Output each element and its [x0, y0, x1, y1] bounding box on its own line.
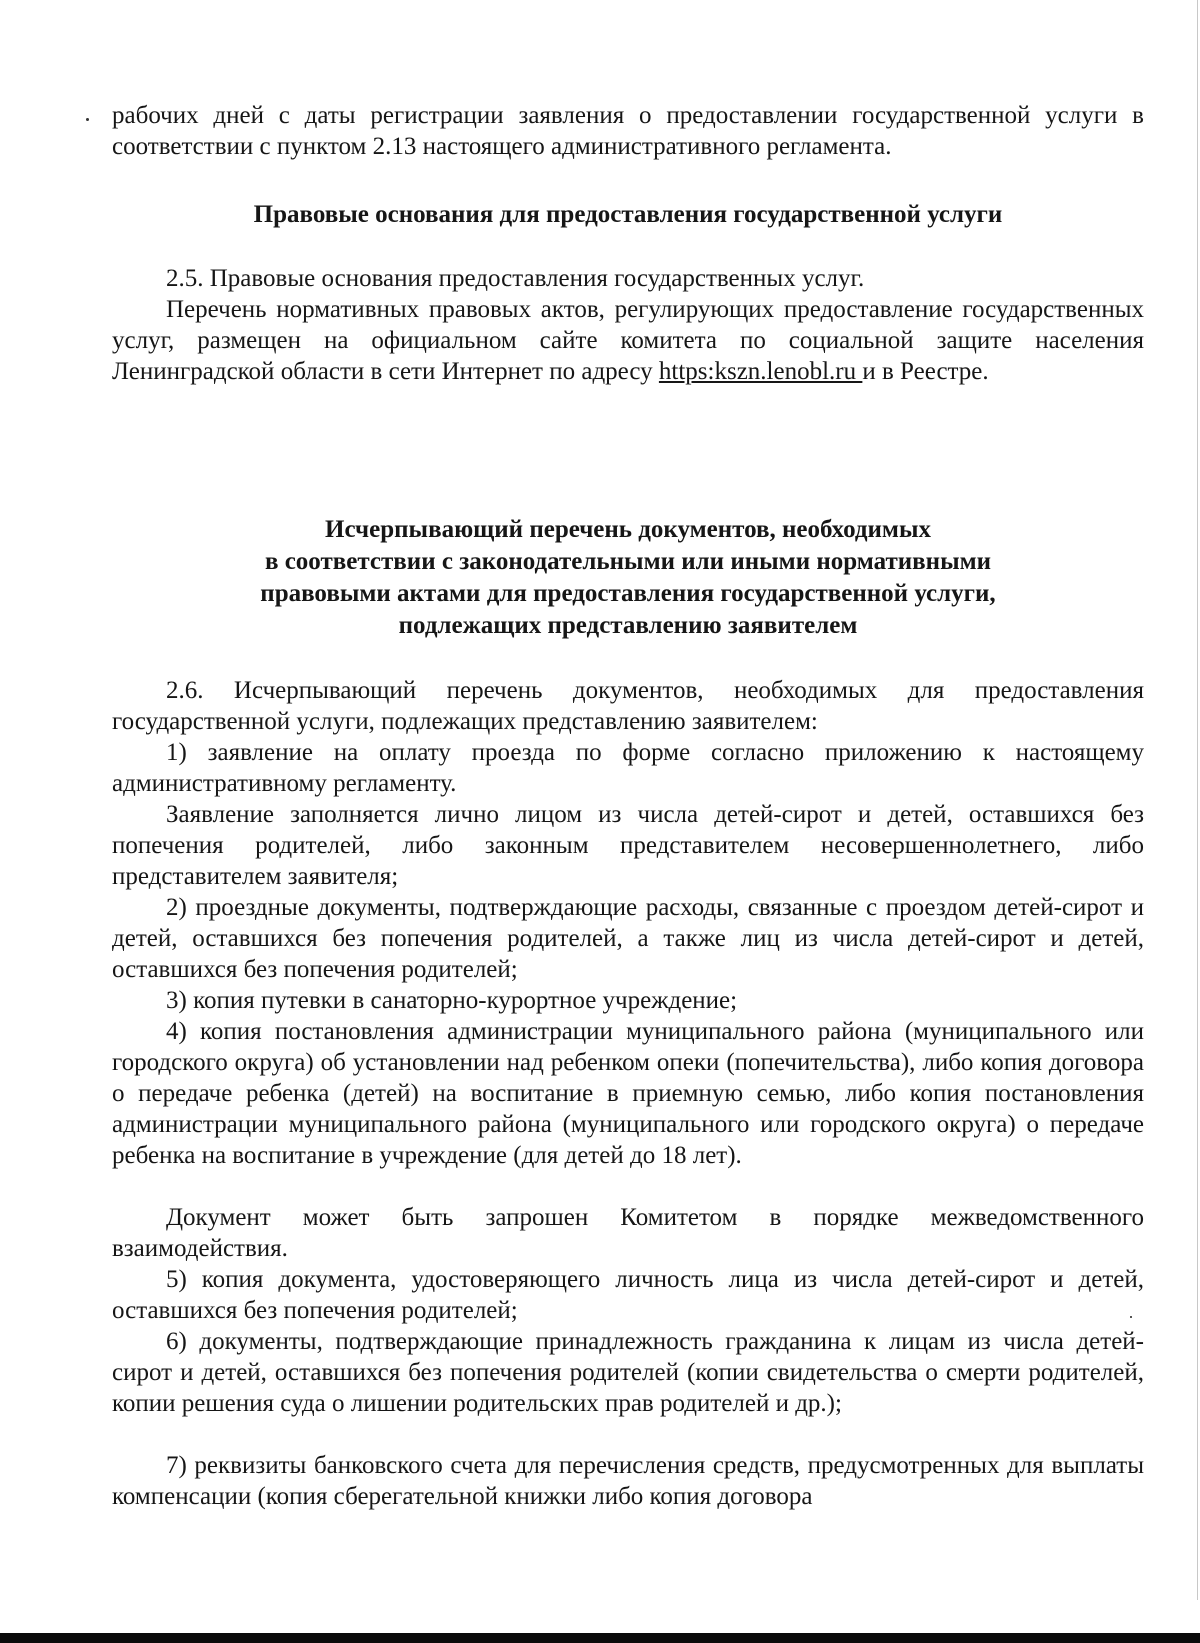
- legal-acts-text: Перечень нормативных правовых актов, регулирующих предоставление государственных услуг, размещен на официальном сайте комитета по социальной защите населения Ленинградской области в сети Интернет по адресу: [112, 296, 1144, 385]
- list-item-4: 4) копия постановления администрации муниципального района (муниципального или городского округа) об установлении над ребенком опеки (попечительства), либо копия договора о передаче ребенка (детей) на воспитание в приемную семью, либо копия постановления администрации муниципального района (муниципального или городского округа) о передаче ребенка на воспитание в учреждение (для детей до 18 лет).: [112, 1018, 1144, 1169]
- scan-page-edge: [1197, 0, 1198, 1600]
- heading-line-3: правовыми актами для предоставления государственной услуги,: [260, 580, 996, 607]
- paragraph-continuation: рабочих дней с даты регистрации заявления о предоставлении государственной услуги в соответствии с пунктом 2.13 настоящего административного регламента.: [112, 102, 1144, 160]
- scan-bottom-border: [0, 1633, 1200, 1643]
- heading-line-4: подлежащих представлению заявителем: [398, 612, 858, 639]
- kszn-website-link[interactable]: https:kszn.lenobl.ru: [658, 358, 863, 385]
- section-heading-legal-basis: Правовые основания для предоставления государственной услуги: [253, 201, 1003, 228]
- heading-line-2: в соответствии с законодательными или иными нормативными: [264, 548, 992, 575]
- heading-line-1: Исчерпывающий перечень документов, необходимых: [325, 516, 931, 543]
- paragraph-2-6: 2.6. Исчерпывающий перечень документов, необходимых для предоставления государственной услуги, подлежащих представлению заявителем:: [112, 677, 1144, 735]
- list-item-1: 1) заявление на оплату проезда по форме согласно приложению к настоящему административному регламенту.: [112, 739, 1144, 797]
- paragraph-legal-acts-list: [112, 294, 1144, 387]
- list-item-2: 2) проездные документы, подтверждающие расходы, связанные с проездом детей-сирот и детей, оставшихся без попечения родителей, а также лиц из числа детей-сирот и детей, оставшихся без попечения родителей;: [112, 894, 1144, 983]
- paragraph-2-5: 2.5. Правовые основания предоставления государственных услуг.: [166, 265, 865, 292]
- list-item-1-note: Заявление заполняется лично лицом из числа детей-сирот и детей, оставшихся без попечения родителей, либо законным представителем несовершеннолетнего, либо представителем заявителя;: [112, 801, 1144, 890]
- list-item-3: 3) копия путевки в санаторно-курортное учреждение;: [166, 987, 738, 1014]
- list-item-4-note: Документ может быть запрошен Комитетом в порядке межведомственного взаимодействия.: [112, 1204, 1144, 1262]
- list-item-7: 7) реквизиты банковского счета для перечисления средств, предусмотренных для выплаты компенсации (копия сберегательной книжки либо копия договора: [112, 1452, 1144, 1510]
- list-item-6: 6) документы, подтверждающие принадлежность гражданина к лицам из числа детей-сирот и детей, оставшихся без попечения родителей (копии свидетельства о смерти родителей, копии решения суда о лишении родительских прав родителей и др.);: [112, 1328, 1144, 1417]
- list-item-5: 5) копия документа, удостоверяющего личность лица из числа детей-сирот и детей, оставшихся без попечения родителей;: [112, 1266, 1144, 1324]
- scan-artifact-dot: [86, 118, 89, 121]
- legal-acts-text-end: и в Реестре.: [862, 358, 989, 385]
- section-heading-documents: [112, 514, 1144, 642]
